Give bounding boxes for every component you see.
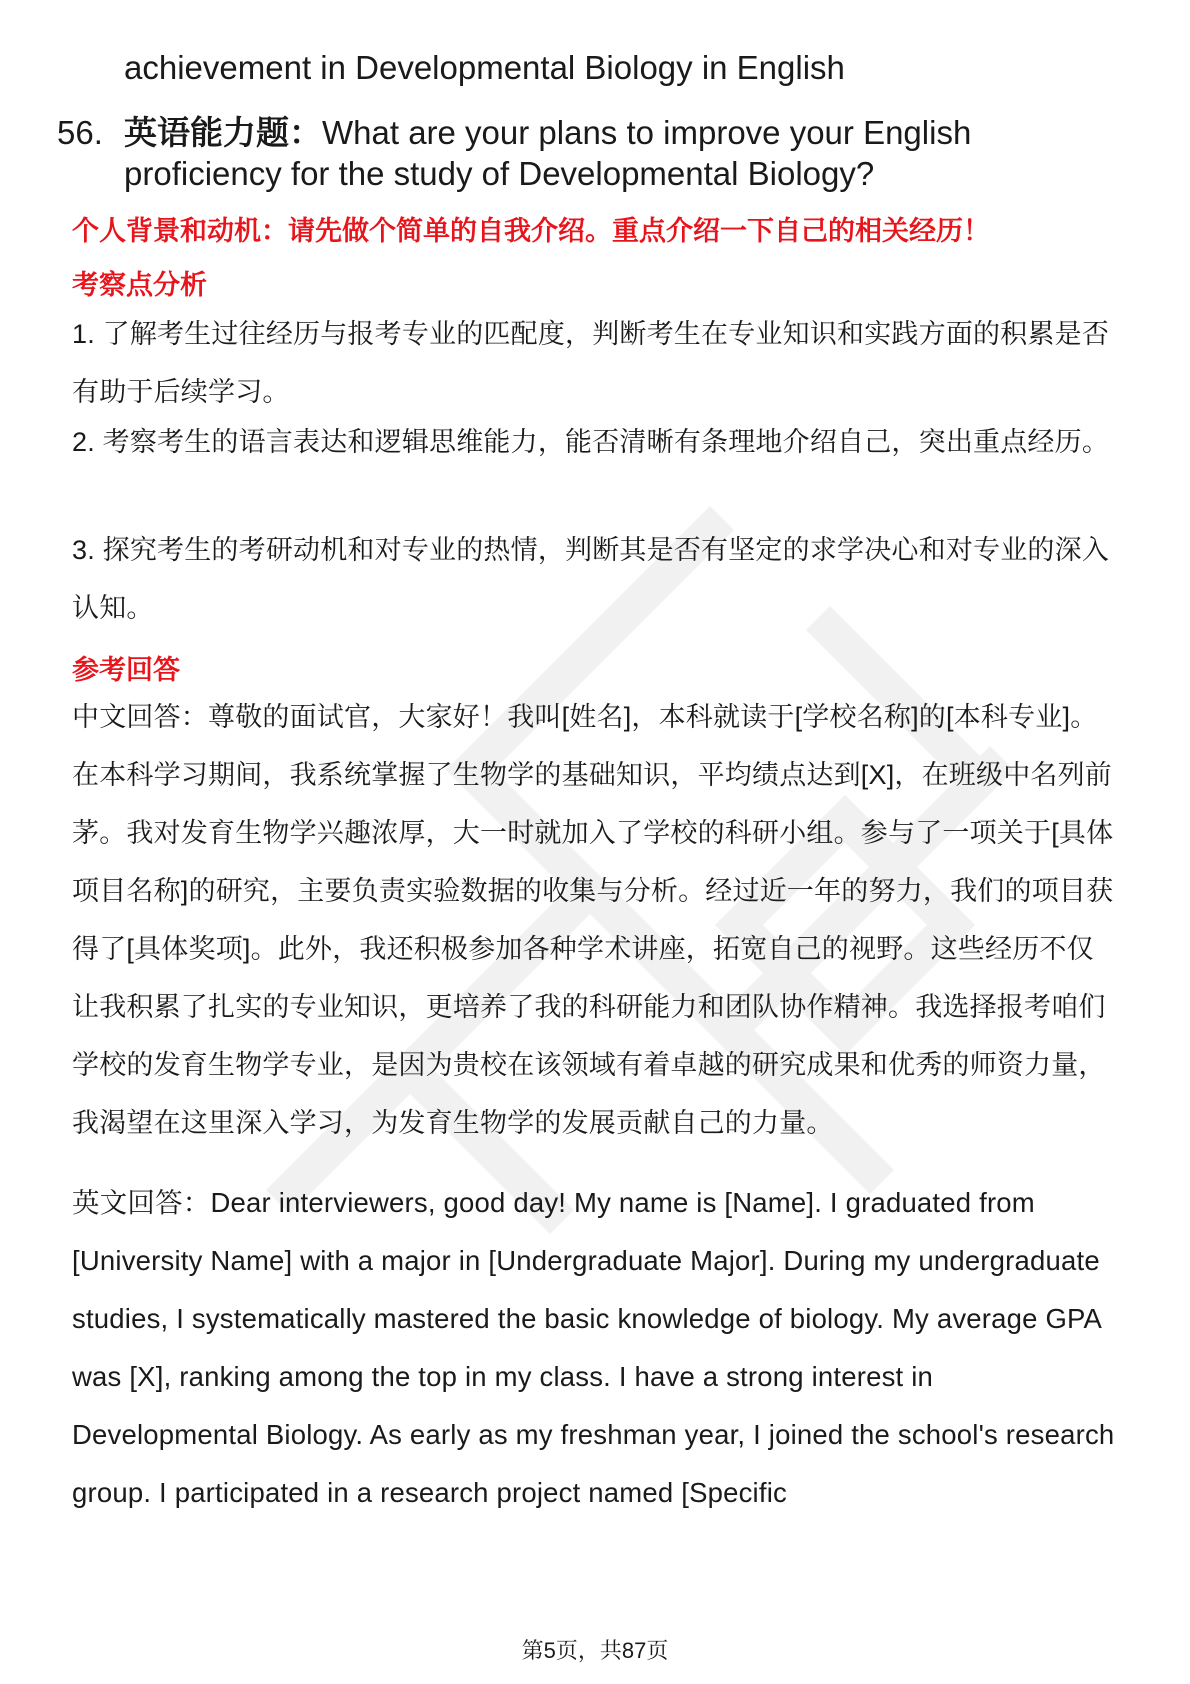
question-number: 56. [57, 114, 103, 151]
chinese-answer-text: 尊敬的面试官，大家好！我叫[姓名]，本科就读于[学校名称]的[本科专业]。在本科学习期间，我系统掌握了生物学的基础知识，平均绩点达到[X]，在班级中名列前茅。我对发育生物学兴趣浓厚，大一时就加入了学校的科研小组。参与了一项关于[具体项目名称]的研究，主要负责实验数据的收集与分析。经过近一年的努力，我们的项目获得了[具体奖项]。此外，我还积极参加各种学术讲座，拓宽自己的视野。这些经历不仅让我积累了扎实的专业知识，更培养了我的科研能力和团队协作精神。我选择报考咱们学校的发育生物学专业，是因为贵校在该领域有着卓越的研究成果和优秀的师资力量，我渴望在这里深入学习，为发育生物学的发展贡献自己的力量。 [72, 702, 1114, 1138]
question-text: What are your plans to improve your English proficiency for the study of Developmental Biology? [124, 114, 972, 192]
question-label: 英语能力题： [124, 114, 322, 151]
english-answer [72, 1174, 1120, 1522]
question-text-block [124, 112, 1117, 194]
english-answer-label: 英文回答： [72, 1187, 211, 1218]
english-answer-text: Dear interviewers, good day! My name is [Name]. I graduated from [University Name] with a major in [Undergraduate Major]. During my undergraduate studies, I systematically mastered the basic knowledge of biology. My average GPA was [X], ranking among the top in my class. I have a strong interest in Developmental Biology. As early as my freshman year, I joined the school's research group. I participated in a research project named [Specific [72, 1187, 1115, 1508]
analysis-heading: 考察点分析 [72, 270, 207, 300]
section-title: 个人背景和动机：请先做个简单的自我介绍。重点介绍一下自己的相关经历！ [72, 216, 990, 246]
page-footer: 第5页，共87页 [521, 1638, 669, 1663]
question-56 [57, 112, 1117, 194]
chinese-answer-label: 中文回答： [72, 702, 208, 732]
analysis-point-1: 1. 了解考生过往经历与报考专业的匹配度，判断考生在专业知识和实践方面的积累是否有助于后续学习。 [72, 319, 1110, 407]
chinese-answer [72, 688, 1120, 1152]
question-continuation: achievement in Developmental Biology in English [124, 49, 845, 86]
analysis-point-2: 2. 考察考生的语言表达和逻辑思维能力，能否清晰有条理地介绍自己，突出重点经历。 [72, 427, 1110, 457]
reference-heading: 参考回答 [72, 655, 180, 685]
analysis-point-3: 3. 探究考生的考研动机和对专业的热情，判断其是否有坚定的求学决心和对专业的深入认知。 [72, 535, 1110, 623]
